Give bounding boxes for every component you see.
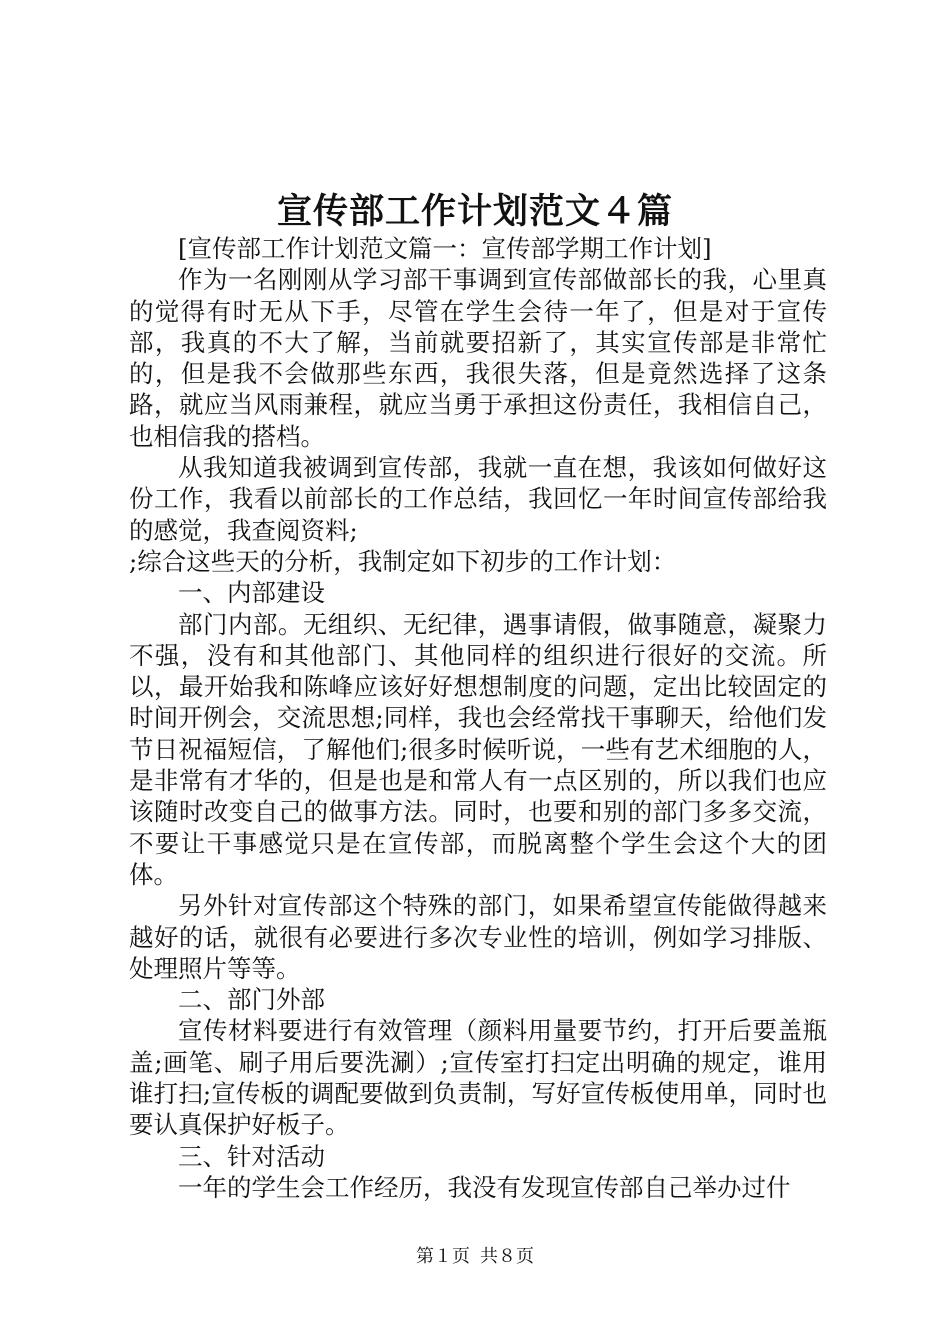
paragraph: 从我知道我被调到宣传部，我就一直在想，我该如何做好这份工作，我看以前部长的工作总结，我回忆一年时间宣传部给我的感觉，我查阅资料;	[129, 453, 827, 545]
paragraph: 宣传材料要进行有效管理（颜料用量要节约，打开后要盖瓶盖;画笔、刷子用后要洗涮）;宣传室打扫定出明确的规定，谁用谁打扫;宣传板的调配要做到负责制，写好宣传板使用单，同时也要认真保护好板子。	[129, 1016, 827, 1140]
section-heading-bracket: [宣传部工作计划范文篇一：宣传部学期工作计划]	[178, 234, 712, 263]
page-number-total: 共８页	[480, 1246, 534, 1267]
paragraph: 另外针对宣传部这个特殊的部门，如果希望宣传能做得越来越好的话，就很有必要进行多次专业性的培训，例如学习排版、处理照片等等。	[129, 891, 827, 983]
paragraph: 一年的学生会工作经历，我没有发现宣传部自己举办过什	[178, 1172, 791, 1202]
section-heading: 一、内部建设	[178, 578, 325, 608]
section-heading: 二、部门外部	[178, 985, 325, 1015]
document-body	[129, 233, 827, 1203]
page-footer	[0, 1242, 950, 1268]
page-number-current: 第１页	[416, 1246, 470, 1267]
paragraph: ;综合这些天的分析，我制定如下初步的工作计划：	[129, 546, 677, 576]
paragraph: 作为一名刚刚从学习部干事调到宣传部做部长的我，心里真的觉得有时无从下手，尽管在学生会待一年了，但是对于宣传部，我真的不大了解，当前就要招新了，其实宣传部是非常忙的，但是我不会做那些东西，我很失落，但是竟然选择了这条路，就应当风雨兼程，就应当勇于承担这份责任，我相信自己，也相信我的搭档。	[129, 265, 827, 451]
paragraph: 部门内部。无组织、无纪律，遇事请假，做事随意，凝聚力不强，没有和其他部门、其他同样的组织进行很好的交流。所以，最开始我和陈峰应该好好想想制度的问题，定出比较固定的时间开例会，交流思想;同样，我也会经常找干事聊天，给他们发节日祝福短信，了解他们;很多时候听说，一些有艺术细胞的人，是非常有才华的，但是也是和常人有一点区别的，所以我们也应该随时改变自己的做事方法。同时，也要和别的部门多多交流，不要让干事感觉只是在宣传部，而脱离整个学生会这个大的团体。	[129, 609, 827, 889]
section-heading: 三、针对活动	[178, 1141, 325, 1171]
document-title: 宣传部工作计划范文４篇	[276, 191, 673, 232]
